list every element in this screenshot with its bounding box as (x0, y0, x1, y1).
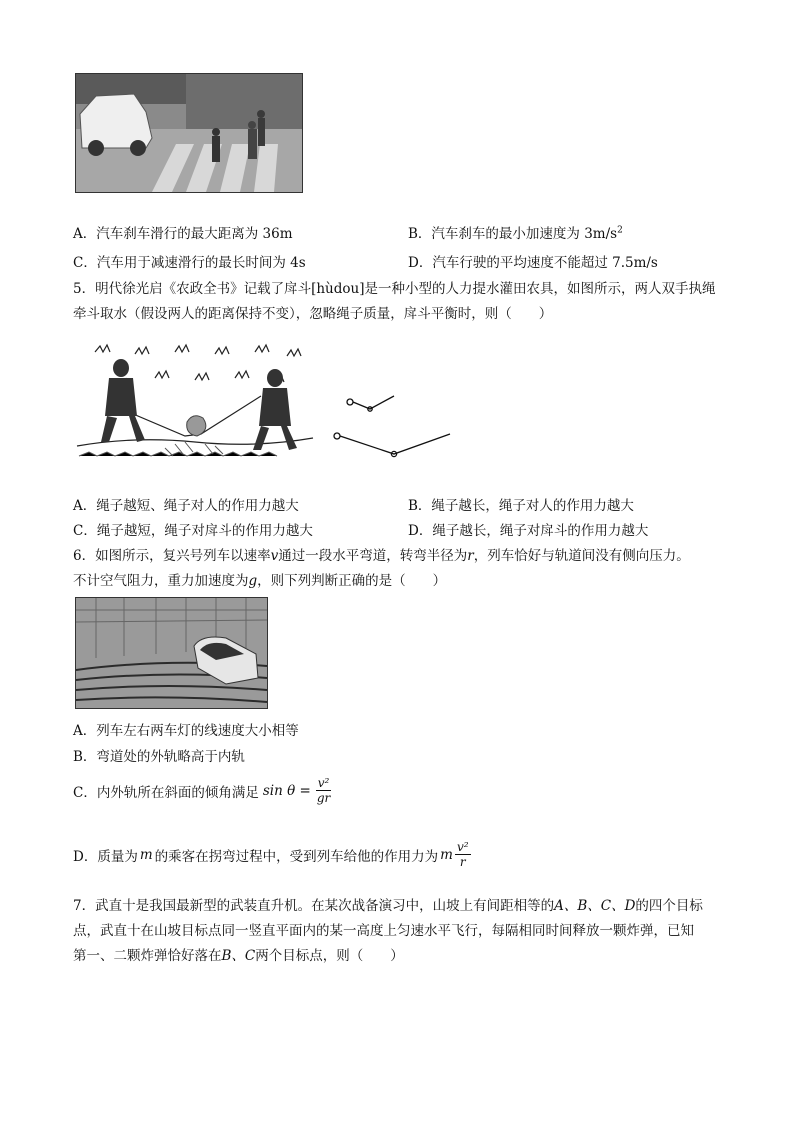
q6-stem-text-a: 6．如图所示，复兴号列车以速率 (73, 548, 271, 564)
q7-stem-line2: 点，武直十在山坡目标点同一竖直平面内的某一高度上匀速水平飞行，每隔相同时间释放一颗炸弹，已知 (73, 923, 694, 939)
q6-option-d-fraction (455, 840, 471, 869)
rope-force-diagram-svg (330, 380, 455, 460)
q6-option-d-text-a: D．质量为 (73, 848, 138, 865)
q6-option-c-denominator: gr (316, 791, 331, 805)
q4-option-c[interactable]: C．汽车用于减速滑行的最长时间为 4s (73, 255, 306, 271)
q6-option-c-fn: sin θ = (262, 782, 311, 799)
train-curve-image (76, 598, 267, 708)
q5-option-d[interactable]: D．绳子越长，绳子对戽斗的作用力越大 (408, 523, 649, 539)
q4-option-b[interactable] (408, 222, 623, 242)
q5-stem-line1: 5．明代徐光启《农政全书》记载了戽斗[hùdou]是一种小型的人力提水灌田农具，如图所示，两人双手执绳 (73, 281, 716, 297)
q6-stem-text-c: ，列车恰好与轨道间没有侧向压力。 (473, 548, 690, 564)
q7-stem-text-b: 的四个目标 (635, 898, 703, 914)
q6-var-g: g (248, 573, 258, 589)
q4-option-d[interactable]: D．汽车行驶的平均速度不能超过 7.5m/s (408, 255, 658, 271)
q7-stem-text-a: 7．武直十是我国最新型的武装直升机。在某次战备演习中，山坡上有间距相等的 (73, 898, 555, 914)
car-crosswalk-photo (75, 73, 303, 193)
q4-option-b-text: B．汽车刹车的最小加速度为 3m/s (408, 226, 618, 242)
q6-var-r: r (467, 548, 474, 564)
q6-var-v: v (270, 548, 279, 564)
q7-stem-text-d: 两个目标点，则（ ） (255, 948, 404, 964)
q7-stem-text-c: 第一、二颗炸弹恰好落在 (73, 948, 222, 964)
q6-option-c[interactable] (73, 776, 332, 805)
q7-stem-line3 (73, 944, 404, 964)
q6-stem-text-b: 通过一段水平弯道，转弯半径为 (278, 548, 468, 564)
q5-stem-line2: 牵斗取水（假设两人的距离保持不变），忽略绳子质量，戽斗平衡时，则（ ） (73, 306, 553, 322)
q4-option-b-sup: 2 (617, 225, 623, 236)
q6-option-d-denominator: r (459, 855, 466, 869)
q6-stem-line1 (73, 544, 690, 564)
q6-option-c-text: C．内外轨所在斜面的倾角满足 (73, 784, 259, 801)
q5-option-c[interactable]: C．绳子越短，绳子对戽斗的作用力越大 (73, 523, 313, 539)
q6-option-d-mass2: m (440, 846, 453, 863)
hudou-woodcut-illustration (75, 338, 315, 470)
train-curve-photo (75, 597, 268, 709)
q6-option-c-numerator: v² (317, 776, 330, 790)
q6-option-b[interactable]: B．弯道处的外轨略高于内轨 (73, 749, 245, 765)
q6-option-a[interactable]: A．列车左右两车灯的线速度大小相等 (73, 723, 299, 739)
car-crosswalk-image (76, 74, 302, 192)
q6-option-d-text-b: 的乘客在拐弯过程中，受到列车给他的作用力为 (154, 848, 439, 865)
q6-option-d[interactable] (73, 840, 471, 869)
q6-stem-line2 (73, 569, 446, 589)
q7-stem-line1 (73, 894, 703, 914)
q6-option-d-mass: m (139, 846, 153, 863)
q7-points-abcd: A、B、C、D (554, 898, 636, 914)
q7-points-bc: B、C (221, 948, 256, 964)
q6-stem-text-e: ，则下列判断正确的是（ ） (257, 573, 447, 589)
hudou-woodcut-image (75, 338, 315, 470)
q4-option-a[interactable]: A．汽车刹车滑行的最大距离为 36m (73, 226, 293, 242)
q5-option-a[interactable]: A．绳子越短、绳子对人的作用力越大 (73, 498, 299, 514)
q6-stem-text-d: 不计空气阻力，重力加速度为 (73, 573, 249, 589)
q5-option-b[interactable]: B．绳子越长，绳子对人的作用力越大 (408, 498, 634, 514)
rope-force-diagram (330, 380, 455, 460)
q6-option-c-fraction (315, 776, 332, 805)
q6-option-d-numerator: v² (456, 840, 469, 854)
